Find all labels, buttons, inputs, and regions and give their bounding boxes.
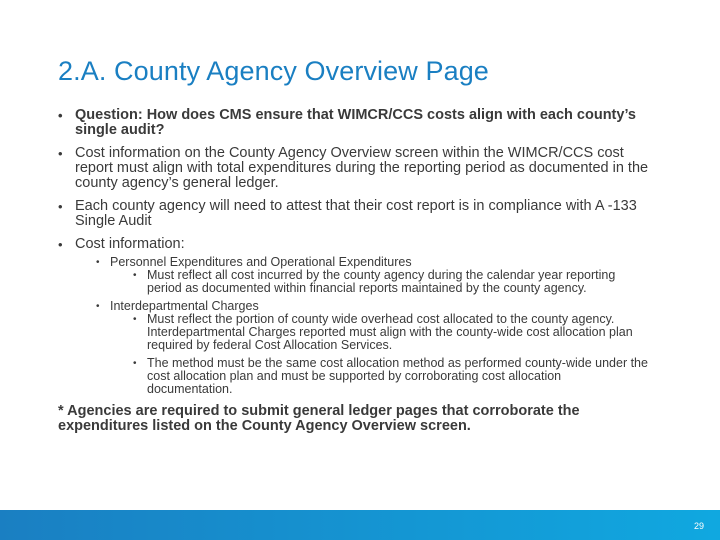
sub-bullet-text: Interdepartmental Charges	[110, 299, 259, 313]
sub-sub-bullet-text: The method must be the same cost allocation method as performed county-wide under the cost allocation plan and must be supported by corroborating cost allocation documentation.	[147, 356, 648, 396]
bullet-marker: •	[96, 257, 100, 268]
page-number: 29	[693, 521, 704, 531]
bullet-marker: •	[58, 146, 63, 161]
footnote: * Agencies are required to submit general ledger pages that corroborate the expenditures listed on the County Agency Overview screen.	[58, 403, 580, 434]
bullet-marker: •	[58, 108, 63, 123]
bullet-marker: •	[133, 358, 137, 369]
slide-content	[58, 108, 658, 434]
slide-title: 2.A. County Agency Overview Page	[58, 56, 489, 86]
sub-sub-bullet	[58, 313, 658, 352]
sub-sub-bullet-text: Must reflect all cost incurred by the county agency during the calendar year reporting period as documented within financial reports maintained by the county agency.	[147, 268, 616, 295]
bullet-text: Question: How does CMS ensure that WIMCR/CCS costs align with each county’s single audit?	[75, 107, 636, 138]
sub-sub-bullet	[58, 357, 658, 396]
bullet-marker: •	[133, 270, 137, 281]
footer-bar	[0, 510, 720, 540]
bullet-text: Cost information on the County Agency Overview screen within the WIMCR/CCS cost report must align with total expenditures during the reporting period as documented in the county agency’s general ledger.	[75, 145, 649, 191]
bullet-question	[58, 108, 658, 138]
sub-sub-bullet-text: Must reflect the portion of county wide overhead cost allocated to the county agency. Interdepartmental Charges reported must align with the county-wide cost allocation plan required by federal Cost Allocation Services.	[147, 312, 633, 352]
bullet-cost-information-screen	[58, 146, 658, 191]
bullet-marker: •	[133, 314, 137, 325]
bullet-marker: •	[58, 237, 63, 252]
sub-bullet-text: Personnel Expenditures and Operational Expenditures	[110, 255, 412, 269]
bullet-cost-information	[58, 237, 658, 252]
bullet-marker: •	[58, 199, 63, 214]
bullet-marker: •	[96, 301, 100, 312]
bullet-text: Each county agency will need to attest that their cost report is in compliance with A -133 Single Audit	[75, 198, 637, 229]
bullet-text: Cost information:	[75, 236, 185, 252]
bullet-attest	[58, 199, 658, 229]
sub-sub-bullet	[58, 269, 658, 295]
